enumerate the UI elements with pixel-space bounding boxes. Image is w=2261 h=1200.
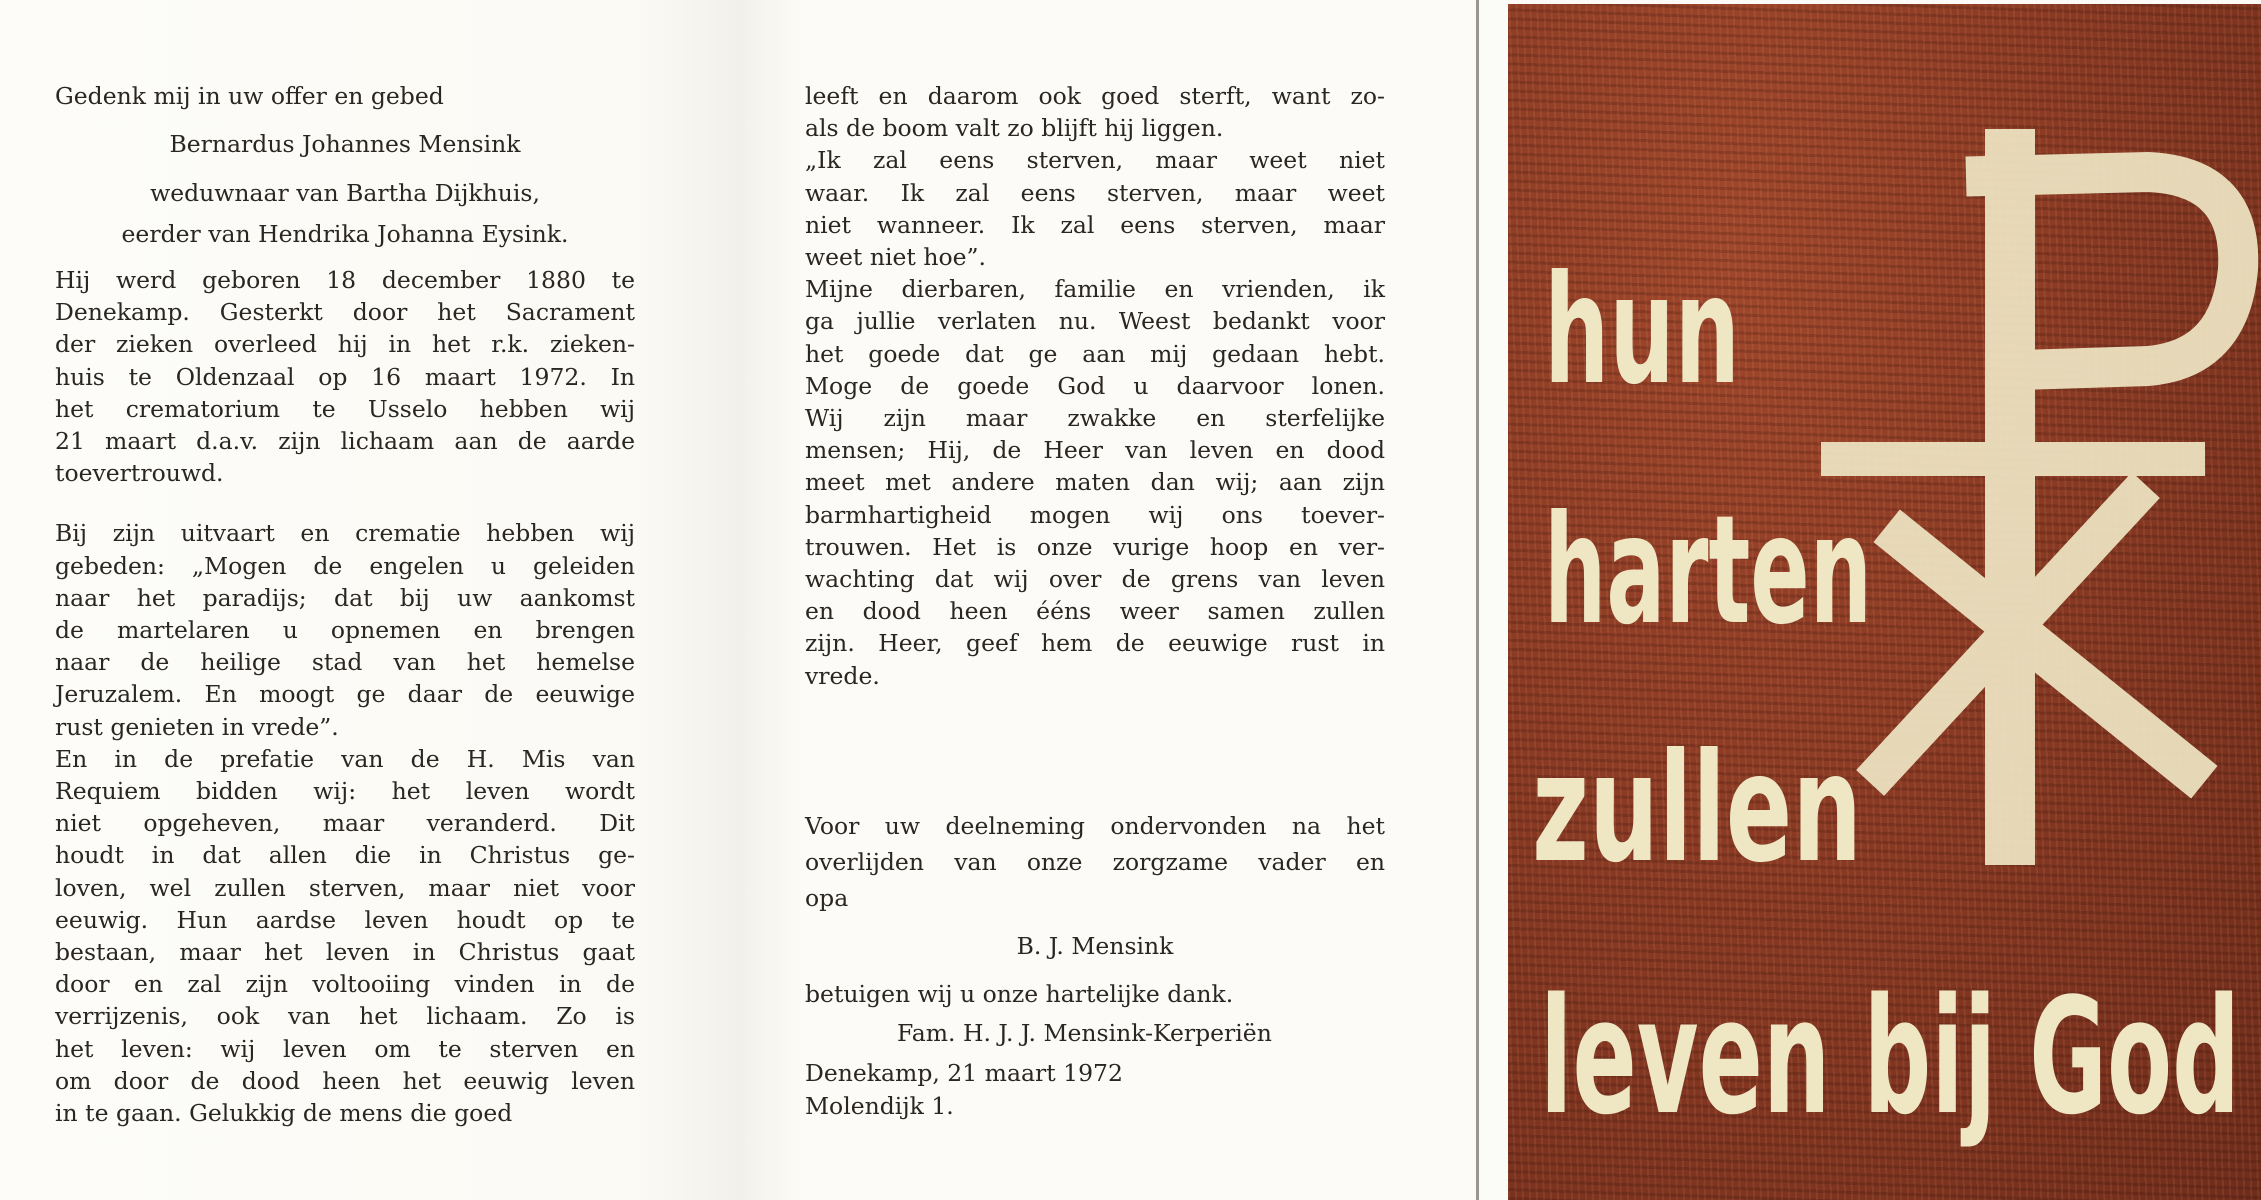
text-line: zijn. Heer, geef hem de eeuwige rust in	[805, 629, 1385, 658]
text-line: verrijzenis, ook van het lichaam. Zo is	[55, 1002, 635, 1031]
text-line: overlijden van onze zorgzame vader en	[805, 848, 1385, 876]
signer-name: B. J. Mensink	[1016, 932, 1174, 960]
card-margin	[1479, 0, 1509, 1200]
text-line: Mijne dierbaren, familie en vrienden, ik	[805, 275, 1385, 304]
text-line: het crematorium te Usselo hebben wij	[55, 394, 635, 423]
text-line: „Ik zal eens sterven, maar weet niet	[805, 146, 1385, 175]
text-line: toevertrouwd.	[55, 459, 224, 488]
text-line: Requiem bidden wij: het leven wordt	[55, 777, 635, 806]
text-line: Wij zijn maar zwakke en sterfelijke	[805, 404, 1385, 433]
text-line: huis te Oldenzaal op 16 maart 1972. In	[55, 362, 635, 391]
cover-line-zullen: zullen	[1532, 722, 1862, 896]
cover-line-hun: hun	[1544, 244, 1740, 418]
text-line: En in de prefatie van de H. Mis van	[55, 744, 635, 773]
text-line: als de boom valt zo blijft hij liggen.	[805, 114, 1224, 143]
text-line: der zieken overleed hij in het r.k. zieken-	[55, 330, 635, 359]
text-line: opa	[805, 884, 849, 912]
text-line: Voor uw deelneming ondervonden na het	[805, 812, 1385, 840]
cover-line-harten: harten	[1544, 484, 1872, 658]
cover-line-leven-bij-god: leven bij God	[1540, 963, 2240, 1150]
cover-painting	[1508, 4, 2261, 1200]
text-line: niet opgeheven, maar veranderd. Dit	[55, 809, 635, 838]
text-line: Denekamp. Gesterkt door het Sacrament	[55, 298, 635, 327]
text-line: naar de heilige stad van het hemelse	[55, 648, 635, 677]
text-line: Moge de goede God u daarvoor lonen.	[805, 371, 1385, 400]
text-line: door en zal zijn voltooiing vinden in de	[55, 970, 635, 999]
text-line: Hij werd geboren 18 december 1880 te	[55, 266, 635, 294]
place-date: Denekamp, 21 maart 1972	[805, 1059, 1123, 1087]
left-card-panel	[0, 0, 745, 1200]
text-line: barmhartigheid mogen wij ons toever-	[805, 500, 1385, 529]
text-line: om door de dood heen het eeuwig leven	[55, 1066, 635, 1095]
text-line: Jeruzalem. En moogt ge daar de eeuwige	[55, 680, 635, 709]
cover-artwork	[1508, 4, 2261, 1200]
middle-body-text	[805, 80, 1385, 692]
text-line: niet wanneer. Ik zal eens sterven, maar	[805, 210, 1385, 239]
text-line: het goede dat ge aan mij gedaan hebt.	[805, 339, 1385, 368]
text-line: de martelaren u opnemen en brengen	[55, 616, 635, 645]
text-line: bestaan, maar het leven in Christus gaat	[55, 938, 635, 967]
former-spouse-line: eerder van Hendrika Johanna Eysink.	[121, 220, 569, 248]
gratitude-line: betuigen wij u onze hartelijke dank.	[805, 980, 1234, 1008]
text-line: waar. Ik zal eens sterven, maar weet	[805, 178, 1385, 207]
text-line: gebeden: „Mogen de engelen u geleiden	[55, 551, 635, 580]
text-line: mensen; Hij, de Heer van leven en dood	[805, 436, 1385, 465]
text-line: het leven: wij leven om te sterven en	[55, 1034, 635, 1063]
text-line: trouwen. Het is onze vurige hoop en ver-	[805, 532, 1385, 561]
text-line: houdt in dat allen die in Christus ge-	[55, 841, 635, 870]
text-line: eeuwig. Hun aardse leven houdt op te	[55, 905, 635, 934]
widower-line: weduwnaar van Bartha Dijkhuis,	[150, 179, 540, 207]
text-line: vrede.	[805, 661, 880, 690]
text-line: Bij zijn uitvaart en crematie hebben wij	[55, 519, 635, 548]
text-line: leeft en daarom ook goed sterft, want zo-	[805, 82, 1385, 110]
left-body-text	[55, 264, 635, 1129]
text-line: 21 maart d.a.v. zijn lichaam aan de aarde	[55, 427, 635, 456]
middle-card-panel	[745, 0, 1478, 1200]
address: Molendijk 1.	[805, 1092, 954, 1120]
text-line: weet niet hoe”.	[805, 243, 986, 272]
family-name: Fam. H. J. J. Mensink-Kerperiën	[897, 1019, 1272, 1047]
memorial-heading: Gedenk mij in uw offer en gebed	[55, 82, 444, 110]
text-line: meet met andere maten dan wij; aan zijn	[805, 468, 1385, 497]
text-line: naar het paradijs; dat bij uw aankomst	[55, 583, 635, 612]
text-line: wachting dat wij over de grens van leven	[805, 565, 1385, 594]
text-line: in te gaan. Gelukkig de mens die goed	[55, 1099, 513, 1128]
text-line: ga jullie verlaten nu. Weest bedankt voor	[805, 307, 1385, 336]
text-line: en dood heen ééns weer samen zullen	[805, 597, 1385, 626]
text-line: loven, wel zullen sterven, maar niet voor	[55, 873, 635, 902]
deceased-name: Bernardus Johannes Mensink	[169, 130, 521, 158]
text-line: rust genieten in vrede”.	[55, 712, 339, 741]
thanks-text	[805, 808, 1385, 916]
chi-rho-icon	[1838, 154, 2238, 840]
